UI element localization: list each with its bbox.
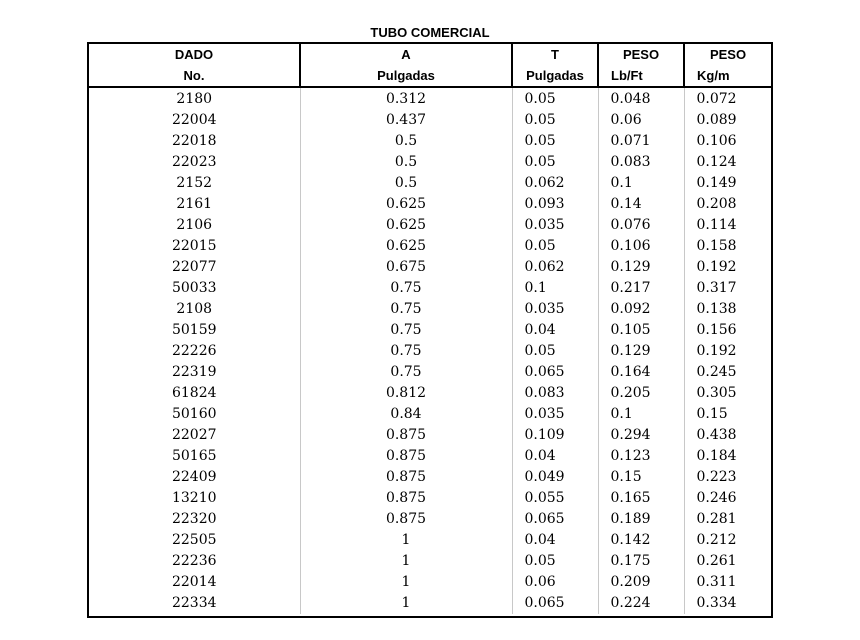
table-row xyxy=(89,320,771,341)
cell-dado-no: 2152 xyxy=(176,175,213,191)
cell-dado-no: 50160 xyxy=(171,406,217,422)
cell-t-pulgadas: 0.083 xyxy=(512,383,598,404)
cell-peso-kg-m: 0.072 xyxy=(684,87,771,110)
cell-a-pulgadas: 0.812 xyxy=(300,383,512,404)
cell-dado-no: 22334 xyxy=(171,595,217,611)
cell-dado-no: 22236 xyxy=(171,553,217,569)
table-row xyxy=(89,446,771,467)
table-row xyxy=(89,278,771,299)
table-row xyxy=(89,215,771,236)
table-header xyxy=(89,44,771,87)
cell-a-pulgadas: 0.5 xyxy=(300,131,512,152)
cell-t-pulgadas: 0.05 xyxy=(512,152,598,173)
header-a-unit: Pulgadas xyxy=(300,65,512,87)
cell-peso-lb-ft: 0.048 xyxy=(598,87,684,110)
cell-a-pulgadas: 1 xyxy=(300,572,512,593)
table-row xyxy=(89,341,771,362)
cell-peso-lb-ft: 0.142 xyxy=(598,530,684,551)
cell-peso-lb-ft: 0.217 xyxy=(598,278,684,299)
cell-peso-lb-ft: 0.164 xyxy=(598,362,684,383)
cell-peso-kg-m: 0.212 xyxy=(684,530,771,551)
cell-peso-lb-ft: 0.205 xyxy=(598,383,684,404)
table-body xyxy=(89,87,771,614)
cell-peso-kg-m: 0.184 xyxy=(684,446,771,467)
cell-dado-no: 2108 xyxy=(176,301,213,317)
table-row xyxy=(89,467,771,488)
cell-peso-kg-m: 0.281 xyxy=(684,509,771,530)
cell-peso-lb-ft: 0.071 xyxy=(598,131,684,152)
cell-t-pulgadas: 0.035 xyxy=(512,215,598,236)
table-row xyxy=(89,362,771,383)
header-a: A xyxy=(300,44,512,65)
cell-t-pulgadas: 0.1 xyxy=(512,278,598,299)
tubo-comercial-table xyxy=(89,44,771,614)
cell-dado-no: 22077 xyxy=(171,259,217,275)
cell-a-pulgadas: 0.75 xyxy=(300,299,512,320)
cell-peso-kg-m: 0.156 xyxy=(684,320,771,341)
cell-dado-no: 22505 xyxy=(171,532,217,548)
cell-dado-no: 22018 xyxy=(171,133,217,149)
table-row xyxy=(89,509,771,530)
cell-peso-lb-ft: 0.092 xyxy=(598,299,684,320)
cell-t-pulgadas: 0.065 xyxy=(512,362,598,383)
cell-t-pulgadas: 0.065 xyxy=(512,593,598,614)
cell-peso-lb-ft: 0.209 xyxy=(598,572,684,593)
cell-t-pulgadas: 0.05 xyxy=(512,131,598,152)
cell-a-pulgadas: 0.625 xyxy=(300,215,512,236)
cell-t-pulgadas: 0.055 xyxy=(512,488,598,509)
cell-peso-kg-m: 0.311 xyxy=(684,572,771,593)
cell-a-pulgadas: 0.875 xyxy=(300,488,512,509)
cell-t-pulgadas: 0.04 xyxy=(512,530,598,551)
cell-a-pulgadas: 0.5 xyxy=(300,173,512,194)
cell-t-pulgadas: 0.049 xyxy=(512,467,598,488)
cell-peso-lb-ft: 0.165 xyxy=(598,488,684,509)
header-dado: DADO xyxy=(174,47,214,62)
cell-t-pulgadas: 0.04 xyxy=(512,446,598,467)
cell-peso-kg-m: 0.15 xyxy=(684,404,771,425)
cell-a-pulgadas: 1 xyxy=(300,551,512,572)
cell-peso-lb-ft: 0.06 xyxy=(598,110,684,131)
cell-a-pulgadas: 0.875 xyxy=(300,425,512,446)
header-t: T xyxy=(512,44,598,65)
cell-a-pulgadas: 0.312 xyxy=(300,87,512,110)
cell-peso-kg-m: 0.192 xyxy=(684,257,771,278)
cell-a-pulgadas: 0.875 xyxy=(300,467,512,488)
cell-t-pulgadas: 0.05 xyxy=(512,110,598,131)
cell-peso-kg-m: 0.124 xyxy=(684,152,771,173)
page-title: TUBO COMERCIAL xyxy=(370,25,490,40)
data-table-frame xyxy=(87,42,773,618)
cell-t-pulgadas: 0.05 xyxy=(512,551,598,572)
header-row-1 xyxy=(89,44,771,65)
header-peso-lb-unit: Lb/Ft xyxy=(598,65,684,87)
cell-a-pulgadas: 0.84 xyxy=(300,404,512,425)
cell-t-pulgadas: 0.035 xyxy=(512,299,598,320)
cell-peso-kg-m: 0.158 xyxy=(684,236,771,257)
cell-t-pulgadas: 0.05 xyxy=(512,341,598,362)
cell-t-pulgadas: 0.062 xyxy=(512,173,598,194)
cell-peso-lb-ft: 0.076 xyxy=(598,215,684,236)
cell-dado-no: 22014 xyxy=(171,574,217,590)
cell-peso-lb-ft: 0.129 xyxy=(598,341,684,362)
cell-dado-no: 2106 xyxy=(176,217,213,233)
cell-dado-no: 2161 xyxy=(176,196,213,212)
cell-peso-kg-m: 0.192 xyxy=(684,341,771,362)
table-row xyxy=(89,404,771,425)
cell-t-pulgadas: 0.05 xyxy=(512,87,598,110)
table-row xyxy=(89,194,771,215)
cell-peso-lb-ft: 0.15 xyxy=(598,467,684,488)
cell-peso-lb-ft: 0.224 xyxy=(598,593,684,614)
cell-peso-lb-ft: 0.083 xyxy=(598,152,684,173)
cell-a-pulgadas: 0.675 xyxy=(300,257,512,278)
cell-peso-kg-m: 0.334 xyxy=(684,593,771,614)
cell-t-pulgadas: 0.093 xyxy=(512,194,598,215)
table-row xyxy=(89,152,771,173)
cell-peso-lb-ft: 0.294 xyxy=(598,425,684,446)
cell-peso-lb-ft: 0.189 xyxy=(598,509,684,530)
table-row xyxy=(89,131,771,152)
cell-peso-lb-ft: 0.129 xyxy=(598,257,684,278)
cell-dado-no: 22023 xyxy=(171,154,217,170)
cell-dado-no: 13210 xyxy=(171,490,217,506)
header-t-unit: Pulgadas xyxy=(512,65,598,87)
cell-a-pulgadas: 1 xyxy=(300,593,512,614)
cell-peso-kg-m: 0.245 xyxy=(684,362,771,383)
cell-dado-no: 50033 xyxy=(171,280,217,296)
cell-t-pulgadas: 0.035 xyxy=(512,404,598,425)
header-peso-kg-unit: Kg/m xyxy=(684,65,771,87)
header-peso-lb: PESO xyxy=(598,44,684,65)
cell-peso-kg-m: 0.246 xyxy=(684,488,771,509)
table-row xyxy=(89,593,771,614)
cell-dado-no: 22226 xyxy=(171,343,217,359)
cell-t-pulgadas: 0.062 xyxy=(512,257,598,278)
cell-dado-no: 22015 xyxy=(171,238,217,254)
cell-a-pulgadas: 0.75 xyxy=(300,320,512,341)
cell-t-pulgadas: 0.05 xyxy=(512,236,598,257)
cell-a-pulgadas: 0.437 xyxy=(300,110,512,131)
cell-dado-no: 50165 xyxy=(171,448,217,464)
cell-peso-kg-m: 0.114 xyxy=(684,215,771,236)
cell-a-pulgadas: 0.875 xyxy=(300,509,512,530)
cell-a-pulgadas: 0.75 xyxy=(300,278,512,299)
cell-dado-no: 50159 xyxy=(171,322,217,338)
cell-peso-kg-m: 0.106 xyxy=(684,131,771,152)
cell-a-pulgadas: 0.625 xyxy=(300,236,512,257)
cell-dado-no: 22409 xyxy=(171,469,217,485)
cell-peso-lb-ft: 0.106 xyxy=(598,236,684,257)
table-row xyxy=(89,110,771,131)
table-row xyxy=(89,173,771,194)
cell-peso-lb-ft: 0.105 xyxy=(598,320,684,341)
cell-peso-lb-ft: 0.175 xyxy=(598,551,684,572)
cell-dado-no: 22004 xyxy=(171,112,217,128)
cell-peso-kg-m: 0.438 xyxy=(684,425,771,446)
table-row xyxy=(89,87,771,110)
cell-dado-no: 61824 xyxy=(171,385,217,401)
header-row-2 xyxy=(89,65,771,87)
table-row xyxy=(89,551,771,572)
cell-a-pulgadas: 0.625 xyxy=(300,194,512,215)
table-row xyxy=(89,383,771,404)
table-row xyxy=(89,236,771,257)
cell-peso-kg-m: 0.089 xyxy=(684,110,771,131)
header-peso-kg: PESO xyxy=(684,44,771,65)
cell-peso-lb-ft: 0.1 xyxy=(598,404,684,425)
cell-a-pulgadas: 0.75 xyxy=(300,341,512,362)
cell-a-pulgadas: 0.875 xyxy=(300,446,512,467)
table-row xyxy=(89,299,771,320)
table-row xyxy=(89,530,771,551)
cell-peso-kg-m: 0.138 xyxy=(684,299,771,320)
cell-peso-lb-ft: 0.123 xyxy=(598,446,684,467)
cell-peso-kg-m: 0.305 xyxy=(684,383,771,404)
cell-peso-kg-m: 0.223 xyxy=(684,467,771,488)
cell-dado-no: 2180 xyxy=(176,91,213,107)
cell-t-pulgadas: 0.065 xyxy=(512,509,598,530)
cell-dado-no: 22319 xyxy=(171,364,217,380)
header-dado-unit: No. xyxy=(89,65,300,87)
cell-peso-kg-m: 0.261 xyxy=(684,551,771,572)
cell-peso-kg-m: 0.149 xyxy=(684,173,771,194)
cell-peso-kg-m: 0.317 xyxy=(684,278,771,299)
table-row xyxy=(89,572,771,593)
cell-a-pulgadas: 0.5 xyxy=(300,152,512,173)
cell-t-pulgadas: 0.109 xyxy=(512,425,598,446)
table-row xyxy=(89,425,771,446)
cell-a-pulgadas: 1 xyxy=(300,530,512,551)
cell-dado-no: 22027 xyxy=(171,427,217,443)
table-row xyxy=(89,488,771,509)
cell-peso-kg-m: 0.208 xyxy=(684,194,771,215)
cell-peso-lb-ft: 0.14 xyxy=(598,194,684,215)
cell-a-pulgadas: 0.75 xyxy=(300,362,512,383)
cell-t-pulgadas: 0.06 xyxy=(512,572,598,593)
cell-dado-no: 22320 xyxy=(171,511,217,527)
table-row xyxy=(89,257,771,278)
cell-t-pulgadas: 0.04 xyxy=(512,320,598,341)
cell-peso-lb-ft: 0.1 xyxy=(598,173,684,194)
